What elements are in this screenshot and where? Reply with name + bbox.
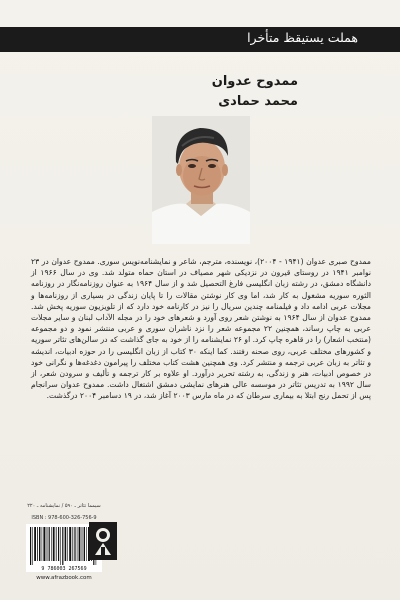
author-name: ممدوح عدوان bbox=[211, 74, 298, 89]
translator-name: محمد حمادی bbox=[218, 94, 298, 109]
publisher-logo-icon bbox=[88, 521, 118, 561]
title-band bbox=[0, 27, 400, 52]
series-info: سیمما تئاتر ـ ۵۹۰ / نمایشنامه ـ ۲۲۰ bbox=[27, 503, 101, 509]
author-photo bbox=[152, 116, 250, 244]
portrait-illustration bbox=[152, 116, 250, 244]
book-title: هملت یستیقظ متأخرا bbox=[247, 30, 358, 45]
publisher-website: www.afrazbook.com bbox=[36, 575, 92, 581]
biography bbox=[31, 256, 371, 402]
biography-text: ممدوح صبری عدوان (۱۹۴۱ - ۲۰۰۴)، نویسنده، مترجم، شاعر و نمایشنامه‌نویس سوری. ممدوح عدوان در ۲۳ نوامبر ۱۹۴۱ در روستای قیرون در نزدیکی شهر مصیاف در استان حماه متولد شد. وی در سال ۱۹۶۶ از دانشگاه دمشق، در رشته زبان انگلیسی فارغ التحصیل شد و از سال ۱۹۶۴ به عنوان روزنامه‌نگار در روزنامه الثوره سوریه مشغول به کار شد، اما وی کار نوشتن مقالات را تا پایان زندگی در بسیاری از روزنامه‌ها و مجلات عربی ادامه داد و فیلمنامه چندین سریال را نیز در کارنامه خود دارد که از تلویزیون سوریه پخش شد. ممدوح عدوان از سال ۱۹۶۴ به نوشتن شعر روی آورد و شعرهای خود را در مجله الآداب لبنان و سایر مجلات عربی به چاپ رساند، همچنین ۲۲ مجموعه شعر را نزد ناشران سوری و عربی منتشر نمود و دو مجموعه (منتخب اشعار) را در قاهره چاپ کرد. او ۲۶ نمایشنامه را از خود به جای گذاشت که در سالن‌های تئاتر سوریه و کشورهای مختلف عربی، روی صحنه رفتند. کما اینکه ۳۰ کتاب از زبان انگلیسی را در حوزه ادبیات، اندیشه و تئاتر به زبان عربی ترجمه و منتشر کرد. وی همچنین هشت کتاب مختلف را پیرامون دغدغه‌ها و نگرانی خود در خصوص ادبیات، هنر و زندگی، به رشته تحریر درآورد. او علاوه بر کار ترجمه و تألیف و سرودن شعر، از سال ۱۹۹۲ به تدریس تئاتر در موسسه عالی هنرهای نمایشی دمشق اشتغال داشت. ممدوح عدوان سرانجام پس از تحمل رنج ابتلا به بیماری سرطان که در ماه مارس ۲۰۰۳ آغاز شد، در ۱۹ دسامبر ۲۰۰۴ درگذشت. bbox=[31, 257, 372, 401]
isbn-text: ISBN : 978-600-326-756-9 bbox=[31, 515, 97, 521]
svg-text:9 786003 267569: 9 786003 267569 bbox=[41, 566, 87, 572]
credits bbox=[188, 72, 298, 112]
